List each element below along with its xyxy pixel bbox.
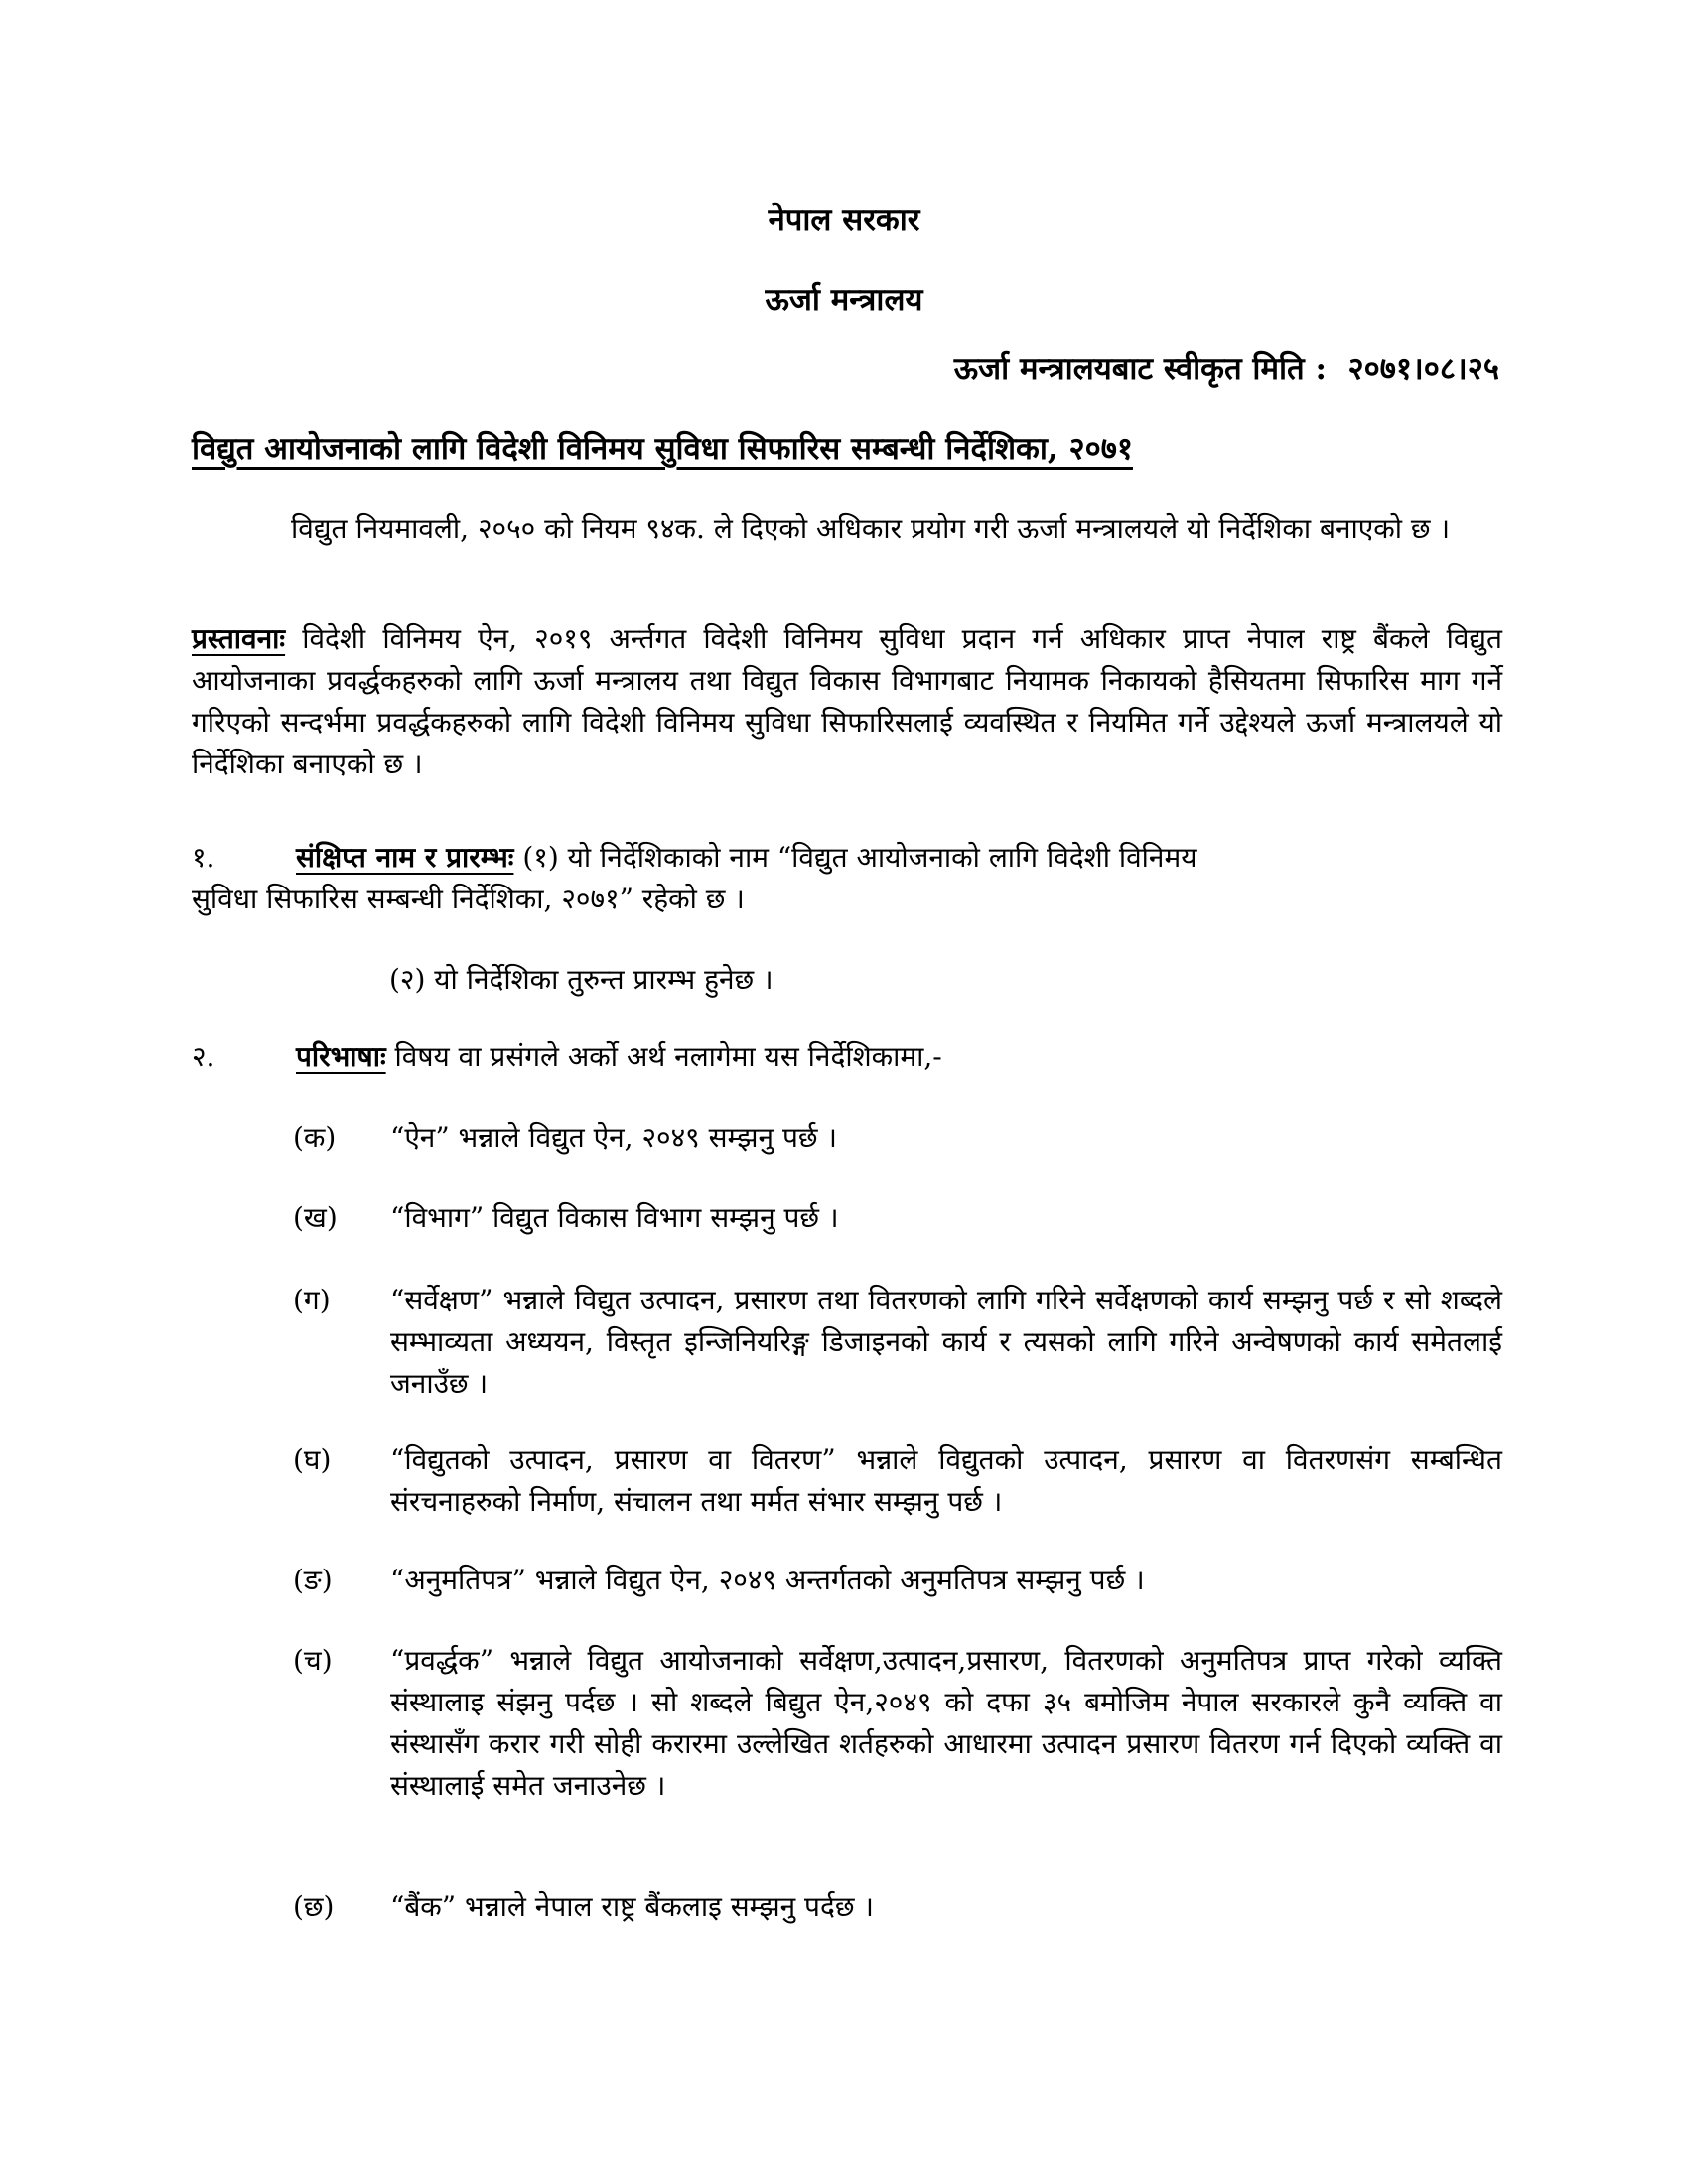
- definition-label: (ङ): [293, 1564, 333, 1596]
- definition-label: (छ): [293, 1890, 335, 1923]
- section-text: (१) यो निर्देशिकाको नाम “विद्युत आयोजनाको लागि विदेशी विनिमय: [513, 841, 1197, 874]
- definition-item: [293, 1886, 1502, 1928]
- preamble-paragraph: [192, 618, 1502, 785]
- section-2: [192, 1036, 1502, 1078]
- definition-text: “अनुमतिपत्र” भन्नाले विद्युत ऐन, २०४९ अन्तर्गतको अनुमतिपत्र सम्झनु पर्छ ।: [390, 1564, 1145, 1596]
- definition-label: (क): [293, 1121, 337, 1154]
- section-body: [192, 837, 1502, 920]
- definition-item: [293, 1197, 1502, 1239]
- section-1-subclause: (२) यो निर्देशिका तुरुन्त प्रारम्भ हुनेछ ।: [389, 963, 774, 996]
- section-number: २.: [192, 1040, 215, 1073]
- definition-label: (ग): [293, 1284, 331, 1316]
- definition-item: [293, 1640, 1502, 1807]
- section-heading: परिभाषाः: [296, 1040, 386, 1073]
- section-text: विषय वा प्रसंगले अर्को अर्थ नलागेमा यस निर्देशिकामा,-: [385, 1040, 942, 1073]
- definition-text: “प्रवर्द्धक” भन्नाले विद्युत आयोजनाको सर्वेक्षण,उत्पादन,प्रसारण, वितरणको अनुमतिपत्र प्राप्त गरेको व्यक्ति संस्थालाइ संझनु पर्दछ । सो शब्दले बिद्युत ऐन,२०४९ को दफा ३५ बमोजिम नेपाल सरकारले कुनै व्यक्ति वा संस्थासँग करार गरी सोही करारमा उल्लेखित शर्तहरुको आधारमा उत्पादन प्रसारण वितरण गर्न दिएको व्यक्ति वा संस्थालाई समेत जनाउनेछ ।: [390, 1644, 1502, 1802]
- intro-paragraph: विद्युत नियमावली, २०५० को नियम ९४क. ले दिएको अधिकार प्रयोग गरी ऊर्जा मन्त्रालयले यो निर्देशिका बनाएको छ ।: [291, 512, 1451, 545]
- definition-item: [293, 1117, 1502, 1159]
- document-title: विद्युत आयोजनाको लागि विदेशी विनिमय सुविधा सिफारिस सम्बन्धी निर्देशिका, २०७१: [192, 431, 1133, 467]
- preamble-label: प्रस्तावनाः: [192, 622, 286, 655]
- approval-date: २०७१।०८।२५: [1347, 351, 1499, 387]
- preamble-text: विदेशी विनिमय ऐन, २०१९ अर्न्तगत विदेशी विनिमय सुविधा प्रदान गर्न अधिकार प्राप्त नेपाल राष्ट्र बैंकले विद्युत आयोजनाका प्रवर्द्धकहरुको लागि ऊर्जा मन्त्रालय तथा विद्युत विकास विभागबाट नियामक निकायको हैसियतमा सिफारिस माग गर्ने गरिएको सन्दर्भमा प्रवर्द्धकहरुको लागि विदेशी विनिमय सुविधा सिफारिसलाई व्यवस्थित र नियमित गर्ने उद्देश्यले ऊर्जा मन्त्रालयले यो निर्देशिका बनाएको छ ।: [192, 622, 1502, 780]
- government-heading: नेपाल सरकार: [768, 203, 920, 238]
- definition-text: “विद्युतको उत्पादन, प्रसारण वा वितरण” भन्नाले विद्युतको उत्पादन, प्रसारण वा वितरणसंग सम्बन्धित संरचनाहरुको निर्माण, संचालन तथा मर्मत संभार सम्झनु पर्छ ।: [390, 1443, 1502, 1518]
- section-text-continued: सुविधा सिफारिस सम्बन्धी निर्देशिका, २०७१” रहेको छ ।: [192, 883, 745, 915]
- definition-text: “बैंक” भन्नाले नेपाल राष्ट्र बैंकलाइ सम्झनु पर्दछ ।: [390, 1890, 874, 1923]
- definition-item: [293, 1439, 1502, 1523]
- section-body: [296, 1036, 1502, 1078]
- section-number: १.: [192, 841, 215, 874]
- definition-label: (च): [293, 1644, 333, 1677]
- definition-item: [293, 1280, 1502, 1405]
- approval-date-line: [954, 347, 1499, 389]
- definition-label: (घ): [293, 1443, 332, 1476]
- section-1: [192, 837, 1502, 920]
- approval-label: ऊर्जा मन्त्रालयबाट स्वीकृत मिति :: [953, 351, 1327, 387]
- definition-label: (ख): [293, 1201, 338, 1234]
- definition-text: “विभाग” विद्युत विकास विभाग सम्झनु पर्छ ।: [390, 1201, 839, 1234]
- section-heading: संक्षिप्त नाम र प्रारम्भः: [296, 841, 514, 874]
- definition-text: “सर्वेक्षण” भन्नाले विद्युत उत्पादन, प्रसारण तथा वितरणको लागि गरिने सर्वेक्षणको कार्य सम्झनु पर्छ र सो शब्दले सम्भाव्यता अध्ययन, विस्तृत इन्जिनियरिङ्ग डिजाइनको कार्य र त्यसको लागि गरिने अन्वेषणको कार्य समेतलाई जनाउँछ ।: [390, 1284, 1502, 1400]
- definition-text: “ऐन” भन्नाले विद्युत ऐन, २०४९ सम्झनु पर्छ ।: [390, 1121, 838, 1154]
- ministry-heading: ऊर्जा मन्त्रालय: [765, 282, 923, 318]
- definition-item: [293, 1560, 1502, 1601]
